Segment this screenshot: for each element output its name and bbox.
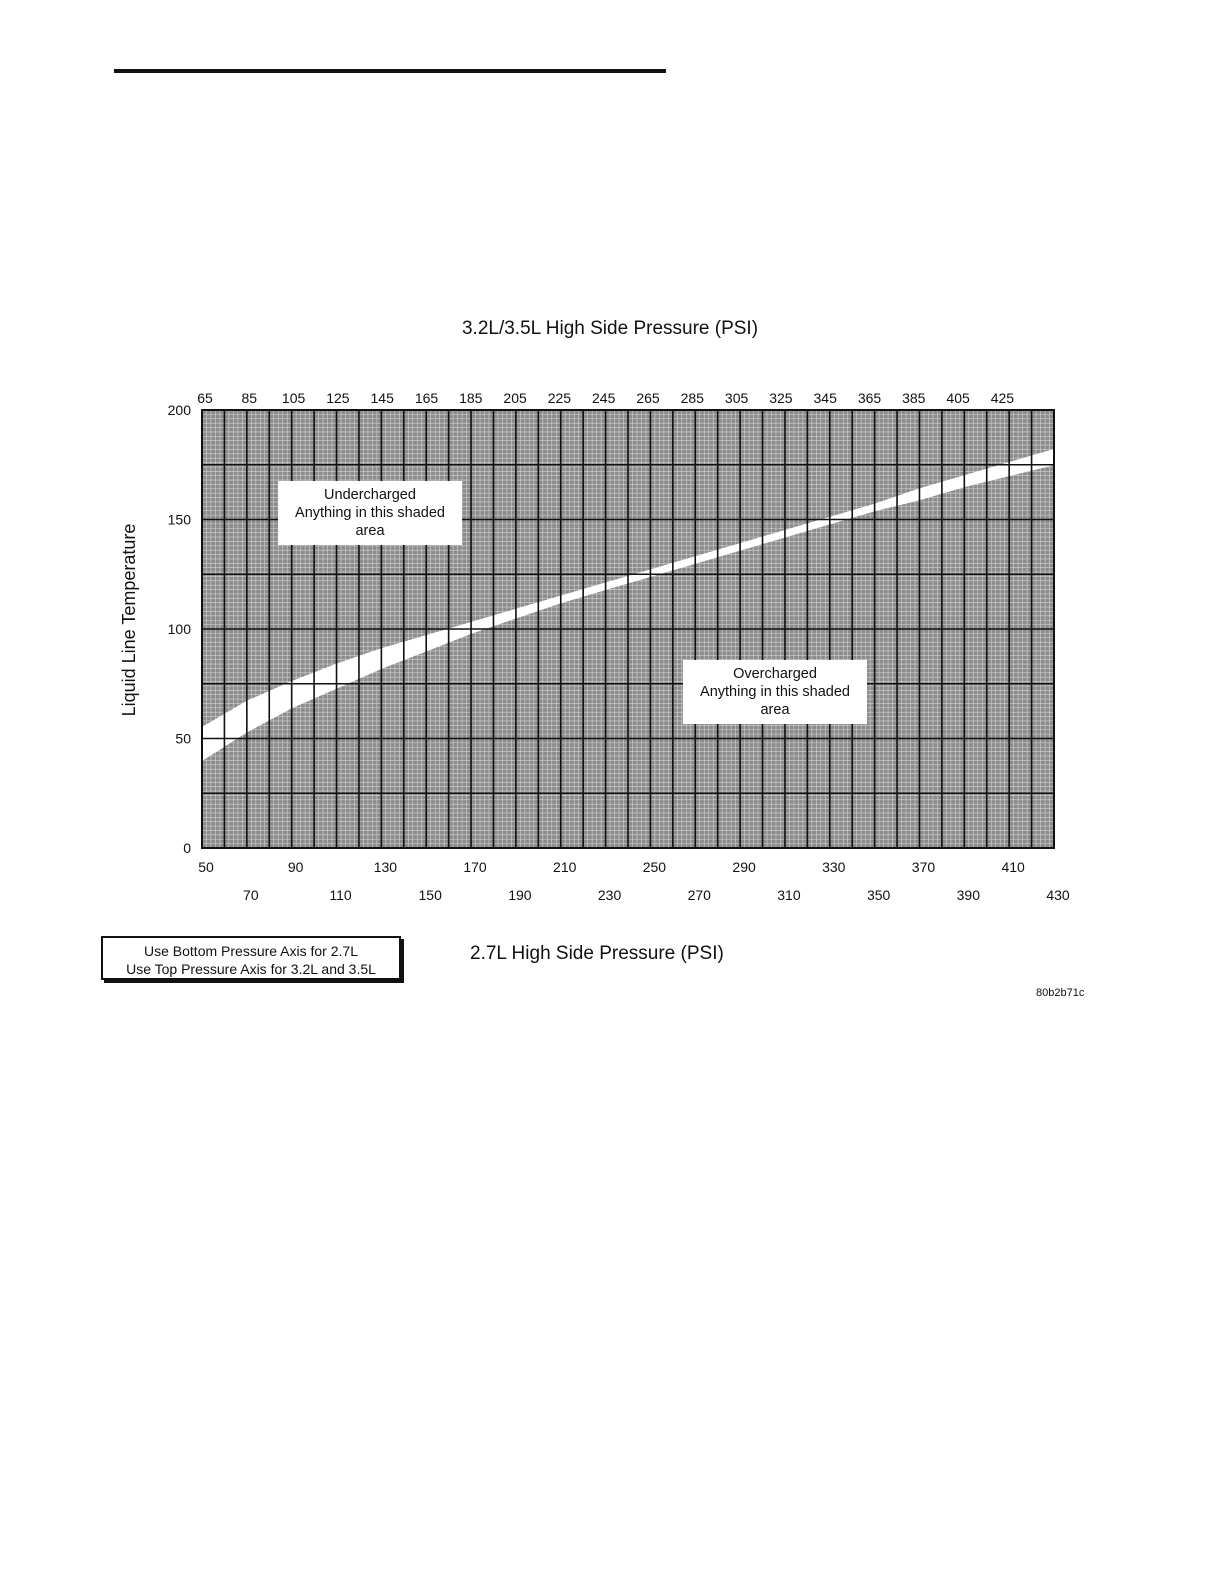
x-bottom-tick-label: 370 bbox=[911, 859, 936, 875]
x-top-tick-label: 305 bbox=[724, 390, 749, 406]
x-top-tick-label: 185 bbox=[459, 390, 483, 406]
x-bottom-tick-label: 430 bbox=[1046, 887, 1070, 903]
figure-id: 80b2b71c bbox=[1036, 987, 1085, 999]
x-bottom-tick-label: 130 bbox=[373, 859, 398, 875]
x-top-tick-label: 225 bbox=[547, 390, 572, 406]
x-axis-label: 2.7L High Side Pressure (PSI) bbox=[470, 943, 724, 964]
x-top-tick-label: 85 bbox=[241, 390, 258, 406]
x-top-tick-label: 65 bbox=[197, 390, 213, 406]
x-bottom-tick-label: 270 bbox=[687, 887, 711, 903]
annotation-text-over: area bbox=[760, 702, 790, 718]
x-top-tick-label: 125 bbox=[326, 390, 350, 406]
annotation-text-over: Anything in this shaded bbox=[700, 684, 850, 700]
x-top-tick-label: 165 bbox=[414, 390, 439, 406]
x-top-tick-label: 265 bbox=[636, 390, 660, 406]
x-bottom-tick-label: 90 bbox=[287, 859, 304, 875]
x-bottom-tick-label: 170 bbox=[463, 859, 487, 875]
y-tick-label: 0 bbox=[183, 840, 191, 856]
x-top-tick-label: 425 bbox=[990, 390, 1015, 406]
x-bottom-tick-label: 310 bbox=[777, 887, 801, 903]
x-bottom-tick-label: 150 bbox=[418, 887, 442, 903]
x-top-tick-label: 145 bbox=[370, 390, 394, 406]
y-tick-label: 200 bbox=[167, 402, 191, 418]
x-bottom-tick-label: 250 bbox=[642, 859, 667, 875]
annotation-text-under: Anything in this shaded bbox=[295, 505, 445, 521]
y-tick-label: 100 bbox=[167, 621, 191, 637]
x-bottom-tick-label: 50 bbox=[198, 859, 214, 875]
x-bottom-tick-label: 410 bbox=[1001, 859, 1025, 875]
x-bottom-tick-label: 350 bbox=[866, 887, 891, 903]
x-bottom-tick-label: 330 bbox=[822, 859, 846, 875]
chart-title: 3.2L/3.5L High Side Pressure (PSI) bbox=[461, 318, 759, 339]
axis-note-line-2: Use Top Pressure Axis for 3.2L and 3.5L bbox=[126, 961, 376, 977]
x-top-tick-label: 345 bbox=[813, 390, 837, 406]
y-tick-label: 150 bbox=[167, 511, 191, 528]
x-top-tick-label: 385 bbox=[902, 390, 926, 406]
x-bottom-tick-label: 230 bbox=[597, 887, 622, 903]
x-bottom-tick-label: 290 bbox=[732, 859, 756, 875]
annotation-text-over: Overcharged bbox=[733, 666, 817, 682]
axis-note-line-1: Use Bottom Pressure Axis for 2.7L bbox=[144, 943, 358, 959]
y-tick-label: 50 bbox=[175, 730, 191, 747]
x-top-tick-label: 325 bbox=[769, 390, 793, 406]
x-top-tick-label: 365 bbox=[857, 390, 882, 406]
x-bottom-tick-label: 210 bbox=[553, 859, 577, 875]
x-bottom-tick-label: 190 bbox=[508, 887, 532, 903]
x-bottom-tick-label: 390 bbox=[956, 887, 980, 903]
x-top-tick-label: 205 bbox=[503, 390, 527, 406]
x-top-tick-label: 245 bbox=[592, 390, 616, 406]
x-bottom-tick-label: 110 bbox=[329, 887, 352, 903]
y-axis-label: Liquid Line Temperature bbox=[119, 523, 139, 717]
x-bottom-tick-label: 70 bbox=[243, 887, 259, 903]
x-top-tick-label: 105 bbox=[281, 390, 306, 406]
annotation-text-under: Undercharged bbox=[324, 487, 416, 503]
x-top-tick-label: 405 bbox=[946, 390, 970, 406]
x-top-tick-label: 285 bbox=[680, 390, 704, 406]
annotation-text-under: area bbox=[355, 523, 385, 539]
